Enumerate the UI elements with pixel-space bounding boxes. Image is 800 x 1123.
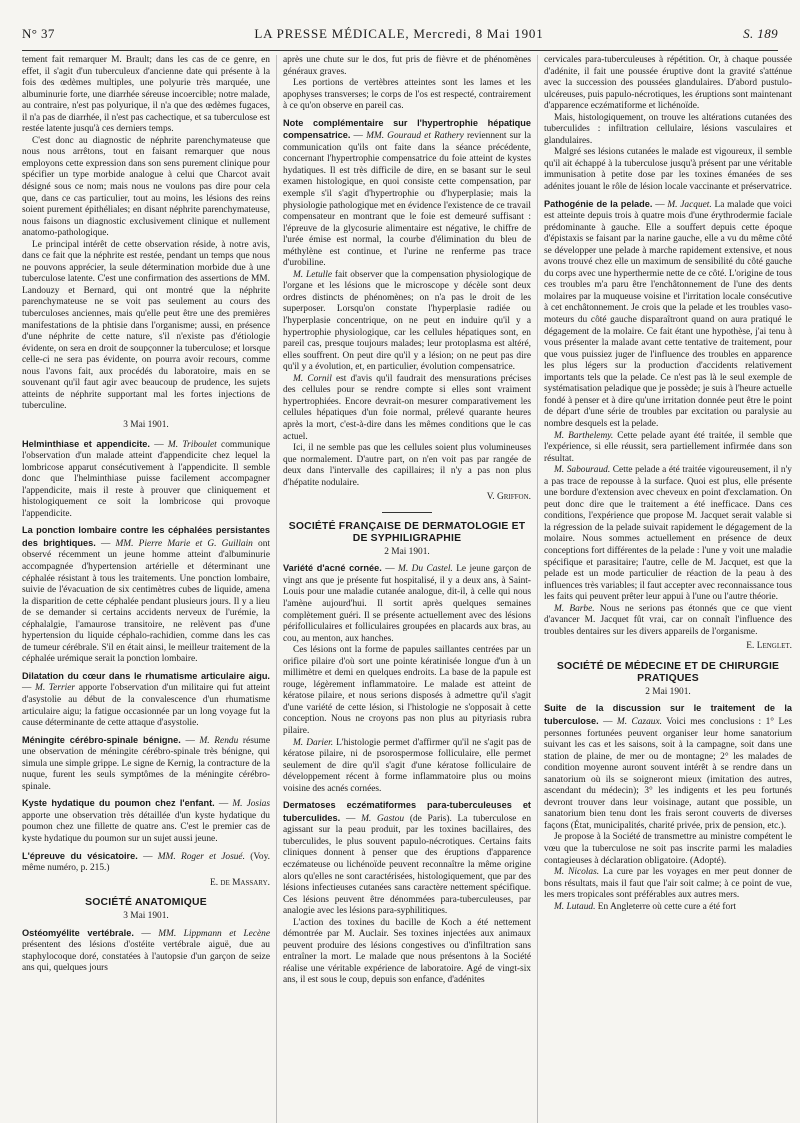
report-entry: [544, 465, 792, 604]
entry-text: (de Paris). La tuberculose en agissant sur la peau produit, par les toxines bacillaires, des tuberculides, le plus souvent papulo-nécrotiques. Certains faits cliniques donnent à penser que des éruptions d'apparence eczémateuse ou lichénoïde peuvent reconnaître la même origine alors qu'elles ne sont caractérisées, histologiquement, que par des lésions infectieuses cutanées sans caractère nettement spécifique. Ces lésions peuvent être dénommées para-tuberculeuses, par analogie avec les lésions para-syphilitiques.: [283, 813, 532, 917]
entry-title: Méningite cérébro-spinale bénigne.: [22, 734, 181, 745]
signature: E. Lenglet.: [746, 641, 792, 652]
report-entry: Méningite cérébro-spinale bénigne. — M. Rendu résume une observation de méningite cérébro-spinale très bénigne, qui simula une simple grippe. Le signe de Kernig, la contracture de la nuque, furent les seuls symptômes de la méningite cérébro-spinale.: [22, 734, 270, 792]
entry-author: M. Sabouraud.: [554, 465, 611, 476]
paragraph: cervicales para-tuberculeuses à répétition. Or, à chaque poussée d'adénite, il fait une poussée éruptive dont la gravité s'atténue avec la succession des poussées glandulaires. D'abord pustulo-ulcéreuses, puis papulo-nécrotiques, les éruptions sont maintenant d'apparence eczématiforme et lichénoïde.: [544, 55, 792, 112]
entry-author: M. Letulle: [293, 269, 333, 280]
entry-author: MM. Roger et Josué.: [157, 851, 245, 862]
entry-title: L'épreuve du vésicatoire.: [22, 850, 138, 861]
entry-author: M. Du Castel.: [398, 564, 453, 575]
entry-text: est d'avis qu'il faudrait des mensurations précises des cellules pour se rendre compte si elles sont vraiment hypertrophiées. Encore devrait-on mesurer comparativement les cellules hépatiques d'un foie normal, prélevé quarante heures après la mort, c'est-à-dire dans les mêmes conditions que le cas actuel.: [283, 373, 532, 442]
column-3: [537, 55, 792, 1123]
entry-text: présentent des lésions d'ostéite vertébrale aiguë, due au staphylocoque doré, constatées à l'autopsie d'un garçon de seize ans qui, quelques jours: [22, 940, 270, 974]
paragraph: après une chute sur le dos, fut pris de fièvre et de phénomènes généraux graves.: [283, 55, 531, 77]
section-date: 2 Mai 1901.: [645, 686, 691, 697]
paragraph: C'est donc au diagnostic de néphrite parenchymateuse que nous nous arrêtons, tout en faisant remarquer que nous employons cette expression dans son sens purement clinique pour spécifier un type morbide analogue à celui que Charcot avait désigné sous ce nom; mais nous ne voulons pas dire pour cela que, dans ce cas particulier, tout au moins, les lésions des reins soient purement épithéliales; en disant néphrite parenchymateuse, nous faisons un diagnostic exclusivement clinique et nullement anatomo-pathologique.: [22, 135, 270, 239]
entry-title: Helminthiase et appendicite.: [22, 438, 150, 449]
column-2: [276, 55, 531, 1123]
entry-author: M. Darier.: [293, 737, 334, 748]
entry-text: La cure par les voyages en mer peut donner de bons résultats, mais il faut que l'air soit calme; à ce point de vue, les mers tropicales sont préférables aux autres mers.: [544, 867, 792, 901]
report-entry: [544, 867, 792, 902]
page-number: S. 189: [743, 26, 778, 41]
report-entry: Pathogénie de la pelade. — M. Jacquet. La malade que voici est atteinte depuis trois à quatre mois d'une érythrodermie faciale prédominante à gauche. Elle a souffert depuis cette époque d'épistaxis se faisant par la narine gauche, elle a vu du même côté se développer une pelade à marche rapidement extensive, et nous avons trouvé chez elle un maximum de sensibilité du côté gauche du corps avec une hyperthermie nette de ce côté. L'origine de tous ces troubles m'a paru être l'enchâtonnement de l'une des dents molaires par la muqueuse voisine et l'irritation locale consécutive à cet enchâtonnement. Je crois que la pelade et les troubles vaso-moteurs du côté gauche disparaîtront quand on aura pratiqué le dégagement de la molaire. Ce fait étant une hypothèse, j'ai tenu à vous présenter la malade avant cette tentative de traitement, pour que vous puissiez juger de l'influence des troubles en apparence les plus légers sur la production d'accidents relativement importants tels que la pelade. Ce n'est pas là le seul exemple de systématisation peladique que je possède; je suis à l'heure actuelle fondé à penser et à dire qu'une irritation donnée peut être le point de départ d'une série de troubles par excitation ou paralysie au nombre desquels est la pelade.: [544, 198, 793, 429]
report-entry: [283, 738, 531, 796]
report-entry: Variété d'acné cornée. — M. Du Castel. Le jeune garçon de vingt ans que je présente fut hospitalisé, il y a deux ans, à Saint-Louis pour une maladie cutanée analogue, dit-il, à celle qui nous l'amène aujourd'hui. Il sortit après quelques semaines complètement guéri. Il se présente actuellement avec des lésions périfolliculaires et folliculaires groupées en placards aux bras, au cou, au menton, aux hanches.: [283, 563, 531, 644]
section-heading: SOCIÉTÉ DE MÉDECINE ET DE CHIRURGIE PRATIQUES: [556, 660, 780, 684]
report-entry: [283, 270, 531, 374]
entry-text: En Angleterre où cette cure a été fort: [597, 901, 736, 912]
report-entry: [544, 431, 792, 466]
entry-text: résume une observation de méningite cérébro-spinale très bénigne, qui simula une simple grippe. Le signe de Kernig, la contracture de la nuque, furent les seuls symptômes de la méningite cérébro-spinale.: [22, 735, 270, 792]
paragraph: Je propose à la Société de transmettre au ministre compétent le vœu que la tuberculose ne soit pas inscrite parmi les maladies contagieuses à déclaration obligatoire. (Adopté).: [544, 832, 792, 866]
entry-title: Pathogénie de la pelade.: [544, 198, 653, 209]
entry-title: Suite de la discussion sur le traitement de la tuberculose.: [544, 703, 792, 726]
entry-title: Ostéomyélite vertébrale.: [22, 927, 134, 938]
report-entry: [544, 902, 792, 914]
paragraph: L'action des toxines du bacille de Koch a été nettement démontrée par M. Auclair. Ses toxines injectées aux animaux peuvent produire des lésions congestives ou d'infiltration sans entraîner la mort. Le malade que nous présentons à la Société réalise une véritable expérience de laboratoire. Agé de vingt-six ans, il est sous le coup, depuis son enfance, d'adénites: [283, 917, 531, 986]
text-columns: [22, 55, 793, 1123]
section-date: 2 Mai 1901.: [384, 546, 430, 557]
entry-text: communique l'observation d'un malade atteint d'appendicite chez lequel la lombricose apparut consécutivement à l'appendicite. Il semble donc que l'helminthiase puisse facilement accompagner l'appendicite, mais il reste à prouver que cliniquement et histologiquement ce soit la lombricose qui provoque l'appendicite.: [22, 439, 270, 519]
header-rule: [22, 50, 778, 51]
entry-text: reviennent sur la communication qu'ils ont faite dans la séance précédente, concernant l'hypertrophie compensatrice du foie atteint de kystes hydatiques. Il est très difficile de dire, en se basant sur le seul examen histologique, en quoi consiste cette compensation, par exemple s'il s'agit d'hypertrophie ou d'hyperplasie; mais la physiologie pathologique met en évidence l'existence de ce travail compensateur en montrant que le foie est demeuré suffisant : l'épreuve de la glycosurie alimentaire est négative, le chiffre de l'urée émise est normal, la courbe d'élimination du bleu de méthylène est continue, et l'urine ne renferme pas trace d'urobiline.: [283, 131, 532, 269]
entry-author: M. Gastou: [361, 813, 405, 824]
paragraph: tement fait remarquer M. Brault; dans les cas de ce genre, en effet, il s'agit d'un tuberculeux d'ancienne date qui présente à la fois des œdèmes multiples, une polyurie très marquée, une albuminurie forte, une diarrhée séreuse incoercible; notre malade, au contraire, n'est pas polyurique, il n'a que des œdèmes fugaces, il n'a pas de diarrhée, il n'est pas cachectique, et sa tuberculose est restée latente jusqu'à ces derniers temps.: [22, 55, 270, 135]
report-entry: Dermatoses eczématiformes para-tuberculeuses et tuberculides. — M. Gastou (de Paris). La tuberculose en agissant sur la peau produit, par les toxines bacillaires, des tuberculides, le plus souvent papulo-nécrotiques. Certains faits cliniques donnent à penser que des éruptions d'apparence eczémateuse ou lichénoïde peuvent reconnaître la même origine alors qu'elles ne sont caractérisées, histologiquement, que par des lésions infectieuses cutanées sans caractère nettement spécifique. Ces lésions peuvent être dénommées para-tuberculeuses, par analogie avec les lésions para-syphilitiques.: [283, 800, 532, 917]
entry-author: M. Lutaud.: [554, 901, 596, 912]
page-header: [22, 26, 778, 46]
signature: E. de Massary.: [209, 877, 270, 888]
entry-author: M. Cornil: [293, 373, 332, 384]
entry-author: M. Triboulet: [167, 439, 217, 450]
section-separator: [382, 512, 432, 513]
entry-title: Dermatoses eczématiformes para-tuberculeuses et tuberculides.: [283, 800, 531, 823]
paragraph: Le principal intérêt de cette observation réside, à notre avis, dans ce fait que la néphrite est restée, pendant un temps que nous ne pouvons apprécier, la seule détermination morbide due à une tuberculose latente. C'est une confirmation des assertions de MM. Landouzy et Bernard, qui ont montré que la néphrite parenchymateuse ne se voit pas seulement au cours des tuberculoses anciennes, mais qu'elle peut être une des premières manifestations de la phtisie dans l'organisme; aussi, en présence d'une néphrite de cette nature, s'il n'existe pas d'étiologie évidente, on sera en droit de soupçonner la tuberculose; et lorsque celle-ci ne sera pas évidente, on pourra avoir recours, comme nous l'avons fait, aux procédés du laboratoire, mais en se souvenant qu'il faut agir avec beaucoup de prudence, les sujets atteints de néphrite supportant mal les fortes injections de tuberculine.: [22, 239, 270, 412]
entry-title: Note complémentaire sur l'hypertrophie hépatique compensatrice.: [283, 117, 531, 141]
paragraph: Les portions de vertèbres atteintes sont les lames et les apophyses transverses; le corps de l'os est respecté, contrairement à ce qu'on observe en pareil cas.: [283, 78, 531, 112]
paragraph: Mais, histologiquement, on trouve les altérations cutanées des tuberculides : infiltration cellulaire, lésions vasculaires et glandulaires.: [544, 112, 792, 146]
paragraph: Ici, il ne semble pas que les cellules soient plus volumineuses que normalement. D'autre part, on n'en voit pas par rangée de deux dans l'intervalle des capillaires; il n'y a pas non plus d'hépatite nodulaire.: [283, 443, 531, 488]
entry-text: L'histologie permet d'affirmer qu'il ne s'agit pas de kératose pilaire, ni de psorospermose folliculaire, elle permet seulement de dire qu'il s'agit d'une kératose folliculaire de développement récent à forme inflammatoire plus ou moins voisine des acnés cornées.: [283, 737, 532, 794]
entry-text: Le jeune garçon de vingt ans que je présente fut hospitalisé, il y a deux ans, à Saint-Louis pour une maladie cutanée analogue, dit-il, à celle qui nous l'amène aujourd'hui. Il sortit après quelques semaines complètement guéri. Il se présente actuellement avec des lésions périfolliculaires et folliculaires groupées en placards aux bras, au cou, au menton, aux hanches.: [283, 564, 531, 644]
section-heading: SOCIÉTÉ ANATOMIQUE: [85, 897, 207, 909]
report-entry: Ostéomyélite vertébrale. — MM. Lippmann et Lecène présentent des lésions d'ostéite vertébrale aiguë, due au staphylocoque doré, constatées à l'autopsie d'un garçon de seize ans qui, quelques jours: [22, 927, 270, 974]
report-entry: La ponction lombaire contre les céphalées persistantes des brightiques. — MM. Pierre Marie et G. Guillain ont observé récemment un jeune homme atteint d'albuminurie accompagnée d'hypertension artérielle et déterminant une céphalée résistant à tous les traitements. Une ponction lombaire, suivie de l'évacuation de six centimètres cubes de liquide, amena la disparition de cette céphalée pendant plusieurs jours. Il y a lieu de se demander si certains accidents nerveux de l'urémie, la céphalalgie, l'amaurose transitoire, ne relèvent pas d'une hypertension du liquide céphalo-rachidien, comme dans les cas de tumeur cérébrale. S'il en était ainsi, le meilleur traitement de la céphalée urémique serait la ponction lombaire.: [22, 525, 270, 665]
entry-title: La ponction lombaire contre les céphalées persistantes des brightiques.: [22, 525, 270, 548]
paragraph: Malgré ses lésions cutanées le malade est vigoureux, il semble qu'il ait échappé à la tuberculose jusqu'à présent par une véritable immunisation à petite dose par les toxines émanées de ses adénites jouant le rôle de lésion locale vaccinante et préservatrice.: [544, 147, 792, 193]
entry-text: ont observé récemment un jeune homme atteint d'albuminurie accompagnée d'hypertension artérielle et déterminant une céphalée résistant à tous les traitements. Une ponction lombaire, suivie de l'évacuation de six centimètres cubes de liquide, amena la disparition de cette céphalée pendant plusieurs jours. Il y a lieu de se demander si certains accidents nerveux de l'urémie, la céphalalgie, l'amaurose transitoire, ne relèvent pas d'une hypertension du liquide céphalo-rachidien, comme dans les cas de tumeur cérébrale. S'il en était ainsi, le meilleur traitement de la céphalée urémique serait la ponction lombaire.: [22, 538, 270, 665]
entry-author: M. Cazaux.: [616, 716, 662, 727]
entry-author: M. Jacquet.: [667, 199, 712, 210]
entry-author: M. Barthelemy.: [554, 430, 614, 441]
entry-author: MM. Pierre Marie et G. Guillain: [115, 538, 253, 549]
entry-text: Cette pelade ayant été traitée, il semble que l'expérience, si elle réussit, sera partiellement infirmée dans son résultat.: [544, 430, 792, 464]
report-entry: L'épreuve du vésicatoire. — MM. Roger et Josué. (Voy. même numéro, p. 215.): [22, 850, 270, 874]
entry-title: Variété d'acné cornée.: [283, 563, 382, 574]
issue-number: N° 37: [22, 26, 55, 41]
report-entry: Helminthiase et appendicite. — M. Triboulet communique l'observation d'un malade atteint d'appendicite chez lequel la lombricose apparut consécutivement à l'appendicite. Il semble donc que l'helminthiase puisse facilement accompagner l'appendicite, mais il reste à prouver que cliniquement et histologiquement ce soit la lombricose qui provoque l'appendicite.: [22, 438, 270, 519]
report-entry: Dilatation du cœur dans le rhumatisme articulaire aigu. — M. Terrier apporte l'observation d'un militaire qui fut atteint d'asystolie au début de la convalescence d'un rhumatisme articulaire aigu; la fatigue occasionnée par un long voyage fut la cause déterminante de cette attaque d'asystolie.: [22, 670, 270, 729]
entry-text: (Voy. même numéro, p. 215.): [22, 851, 270, 874]
entry-author: M. Josias: [232, 799, 271, 810]
entry-text: apporte l'observation d'un militaire qui fut atteint d'asystolie au début de la convalescence d'un rhumatisme articulaire aigu; la fatigue occasionnée par un long voyage fut la cause déterminante de cette attaque d'asystolie.: [22, 683, 270, 729]
paragraph: Ces lésions ont la forme de papules saillantes centrées par un orifice pilaire d'où sort une pointe kératinisée longue d'un à un millimètre et demi en quelques endroits. La base de la papule est rouge, légèrement inflammatoire. Le malade est atteint de kératose pilaire, et nous serions disposés à admettre qu'il s'agit d'une variété de cette lésion, si l'histologie ne s'opposait à cette conception. Nous ne croyons pas non plus au pityriasis rubra pilaire.: [283, 645, 531, 736]
entry-author: M. Barbe.: [554, 603, 595, 614]
journal-title: LA PRESSE MÉDICALE, Mercredi, 8 Mai 1901: [254, 26, 544, 41]
signature: V. Griffon.: [486, 492, 531, 503]
entry-author: M. Terrier: [35, 683, 76, 694]
section-date: 3 Mai 1901.: [123, 911, 169, 922]
entry-title: Kyste hydatique du poumon chez l'enfant.: [22, 798, 215, 809]
column-1: [22, 55, 270, 1123]
entry-text: Nous ne serions pas étonnés que ce que vient d'avancer M. Jacquet fût vrai, car on connaît l'influence des troubles dentaires sur les divers appareils de l'organisme.: [544, 603, 792, 637]
report-entry: [283, 374, 531, 443]
report-entry: [544, 604, 792, 639]
entry-text: apporte une observation très détaillée d'un kyste hydatique du poumon chez une fillette de quatre ans. C'est le premier cas de kyste hydatique du poumon sur un sujet aussi jeune.: [22, 810, 270, 844]
entry-text: Voici mes conclusions : 1° Les personnes fortunées peuvent organiser leur home sanatorium suivant les cas et les saisons, soit à la campagne, soit dans une station de plaine, de mer ou de montagne; 2° les malades de condition moyenne auront souvent intérêt à se rendre dans un sanatorium où ils se soigneront mieux (imitation des autres, ascendant du médecin); 3° les indigents et les peu fortunés devront trouver dans leur voisinage, autant que possible, un sanatorium bien tenu dont les frais seront couverts de diverses façons (État, municipalités, charité privée, prix de pension, etc.).: [544, 716, 792, 831]
session-date: 3 Mai 1901.: [123, 419, 169, 430]
entry-author: M. Nicolas.: [554, 867, 600, 878]
entry-text: La malade que voici est atteinte depuis trois à quatre mois d'une érythrodermie faciale prédominante à gauche. Elle a souffert depuis cette époque d'épistaxis se faisant par la narine gauche, elle a vu du même côté se développer une pelade à marche rapidement extensive, et nous avons trouvé chez elle un maximum de sensibilité du côté gauche du corps avec une hyperthermie nette de ce côté. L'origine de tous ces troubles m'a paru être l'enchâtonnement de l'une des dents molaires par la muqueuse voisine et l'irritation locale consécutive à cet enchâtonnement. Je crois que la pelade et les troubles vaso-moteurs du côté gauche disparaîtront quand on aura pratiqué le dégagement de la molaire. Ce fait étant une hypothèse, j'ai tenu à vous présenter la malade avant cette tentative de traitement, pour que vous puissiez juger de l'influence des troubles en apparence les plus légers sur la production d'accidents relativement importants tels que la pelade. Ce n'est pas là le seul exemple de systématisation peladique que je possède; je suis à l'heure actuelle fondé à penser et à dire qu'une irritation donnée peut être le point de départ d'une série de troubles par excitation ou paralysie au nombre desquels est la pelade.: [544, 199, 793, 429]
entry-author: MM. Lippmann et Lecène: [158, 928, 270, 939]
report-entry: Note complémentaire sur l'hypertrophie hépatique compensatrice. — MM. Gouraud et Rathery reviennent sur la communication qu'ils ont faite dans la séance précédente, concernant l'hypertrophie compensatrice du foie atteint de kystes hydatiques. Il est très difficile de dire, en se basant sur le seul examen histologique, en quoi consiste cette compensation, par exemple s'il s'agit d'hypertrophie ou d'hyperplasie; mais la physiologie pathologique met en évidence l'existence de ce travail compensateur en montrant que le foie est demeuré suffisant : l'épreuve de la glycosurie alimentaire est négative, le chiffre de l'urée émise est normal, la courbe d'élimination du bleu de méthylène est continue, et l'urine ne renferme pas trace d'urobiline.: [283, 117, 532, 269]
entry-author: M. Rendu: [199, 735, 239, 746]
section-heading: SOCIÉTÉ FRANÇAISE DE DERMATOLOGIE ET DE SYPHILIGRAPHIE: [288, 520, 526, 544]
entry-text: Cette pelade a été traitée vigoureusement, il n'y a pas trace de repousse à la surface. Quoi est plus, elle présente une bordure d'extension avec cheveux en point d'exclamation. On peut donc dire que le traitement a été inefficace. Dans ces conditions, l'expérience que propose M. Jacquet serait valable si la régression de la pelade suivait rapidement le dégagement de la molaire. Nous sommes actuellement en présence de deux conceptions fort différentes de la pelade : l'une y voit une maladie spécifique et parasitaire; l'autre, celle de M. Jacquet, est que la pelade est un mode particulier de réaction de la peau à des influences très variables; il faut accepter avec reconnaissance tous les faits qui peuvent prêter leur appui à l'une ou l'autre théorie.: [544, 465, 792, 603]
entry-author: MM. Gouraud et Rathery: [366, 131, 464, 142]
report-entry: Suite de la discussion sur le traitement de la tuberculose. — M. Cazaux. Voici mes conclusions : 1° Les personnes fortunées peuvent organiser leur home sanatorium suivant les cas et les saisons, soit à la campagne, soit dans une station de plaine, de mer ou de montagne; 2° les malades de condition moyenne auront souvent intérêt à se rendre dans un sanatorium où ils se soigneront mieux (imitation des autres, ascendant du médecin); 3° les indigents et les peu fortunés devront trouver dans leur voisinage, autant que possible, un sanatorium bien tenu dont les frais seront couverts de diverses façons (État, municipalités, charité privée, prix de pension, etc.).: [544, 703, 792, 831]
entry-text: fait observer que la compensation physiologique de l'organe et les lésions que le microscope y décèle sont deux ordres distincts de phénomènes; on n'a pas le droit de les superposer. Lorsqu'on constate l'hyperplasie radiée ou l'hyperplasie concentrique, on ne peut en induire qu'il y a hypertrophie physiologique, car les cellules hépatiques sont, en pareil cas, presque toujours malades; leur protoplasma est altéré, elles souffrent. On peut dire qu'il y a lésion; on ne peut pas dire qu'il y a évolution, et, en particulier, évolution compensatrice.: [283, 269, 531, 373]
report-entry: Kyste hydatique du poumon chez l'enfant. — M. Josias apporte une observation très détaillée d'un kyste hydatique du poumon chez une fillette de quatre ans. C'est le premier cas de kyste hydatique du poumon sur un sujet aussi jeune.: [22, 798, 271, 844]
entry-title: Dilatation du cœur dans le rhumatisme articulaire aigu.: [22, 670, 270, 681]
